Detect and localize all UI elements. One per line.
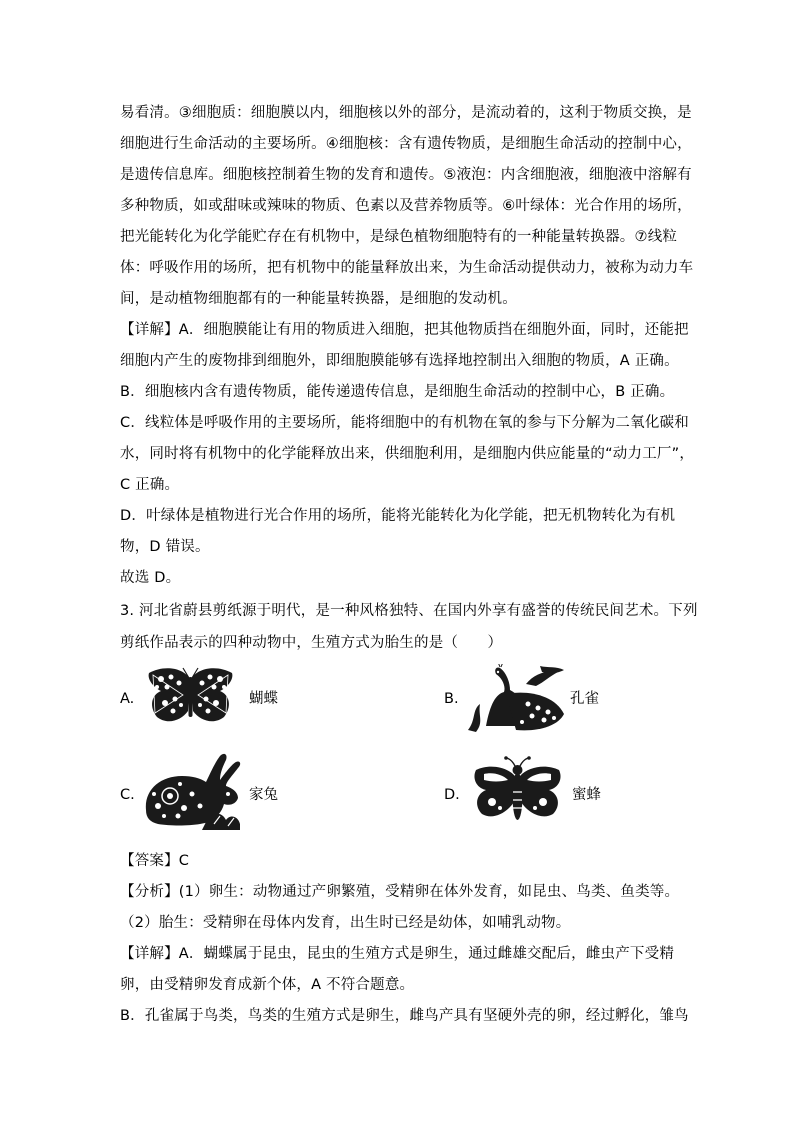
option-c-letter: C. xyxy=(120,787,135,803)
text-line: 故选 D。 xyxy=(120,570,181,586)
text-line: B．细胞核内含有遗传物质，能传递遗传信息，是细胞生命活动的控制中心，B 正确。 xyxy=(120,384,675,400)
butterfly-papercut-icon xyxy=(143,665,238,734)
text-line: 【详解】A．细胞膜能让有用的物质进入细胞，把其他物质挡在细胞外面，同时，还能把 xyxy=(120,322,689,338)
peacock-papercut-icon xyxy=(466,664,566,738)
analysis-line: 【分析】(1）卵生：动物通过产卵繁殖，受精卵在体外发育，如昆虫、鸟类、鱼类等。 xyxy=(120,884,680,900)
text-line: 多种物质，如或甜味或辣味的物质、色素以及营养物质等。⑥叶绿体：光合作用的场所， xyxy=(120,198,692,214)
bee-papercut-icon xyxy=(470,756,565,832)
text-line: 间，是动植物细胞都有的一种能量转换器，是细胞的发动机。 xyxy=(120,291,517,307)
question-line: 剪纸作品表示的四种动物中，生殖方式为胎生的是（ ） xyxy=(120,635,503,651)
text-line: 是遗传信息库。细胞核控制着生物的发育和遗传。⑤液泡：内含细胞液，细胞液中溶解有 xyxy=(120,167,692,183)
option-a-letter: A. xyxy=(120,691,135,707)
text-line: 细胞进行生命活动的主要场所。④细胞核：含有遗传物质，是细胞生命活动的控制中心， xyxy=(120,136,692,152)
text-line: D．叶绿体是植物进行光合作用的场所，能将光能转化为化学能，把无机物转化为有机 xyxy=(120,508,676,524)
answer-line: 【答案】C xyxy=(120,853,190,869)
explanation-line: 【详解】A．蝴蝶属于昆虫，昆虫的生殖方式是卵生，通过雌雄交配后，雌虫产下受精 xyxy=(120,946,675,962)
explanation-line: B．孔雀属于鸟类，鸟类的生殖方式是卵生，雌鸟产具有坚硬外壳的卵，经过孵化，雏鸟 xyxy=(120,1008,689,1024)
option-a-name: 蝴蝶 xyxy=(249,691,278,707)
option-b-letter: B. xyxy=(444,691,459,707)
explanation-line: 卵，由受精卵发育成新个体，A 不符合题意。 xyxy=(120,977,415,993)
text-line: 细胞内产生的废物排到细胞外，即细胞膜能够有选择地控制出入细胞的物质，A 正确。 xyxy=(120,353,679,369)
text-line: 易看清。③细胞质：细胞膜以内，细胞核以外的部分，是流动着的，这利于物质交换，是 xyxy=(120,105,692,121)
text-line: 水，同时将有机物中的化学能释放出来，供细胞利用，是细胞内供应能量的“动力工厂”， xyxy=(120,446,695,462)
analysis-line: （2）胎生：受精卵在母体内发育，出生时已经是幼体，如哺乳动物。 xyxy=(120,915,571,931)
question-line: 3. 河北省蔚县剪纸源于明代，是一种风格独特、在国内外享有盛誉的传统民间艺术。下列 xyxy=(120,603,698,619)
rabbit-papercut-icon xyxy=(140,750,245,834)
option-d-name: 蜜蜂 xyxy=(572,787,601,803)
option-c-name: 家兔 xyxy=(249,787,278,803)
text-line: 体：呼吸作用的场所，把有机物中的能量释放出来，为生命活动提供动力，被称为动力车 xyxy=(120,260,694,276)
text-line: 把光能转化为化学能贮存在有机物中，是绿色植物细胞特有的一种能量转换器。⑦线粒 xyxy=(120,229,678,245)
text-line: C．线粒体是呼吸作用的主要场所，能将细胞中的有机物在氧的参与下分解为二氧化碳和 xyxy=(120,415,689,431)
text-line: 物，D 错误。 xyxy=(120,539,210,555)
option-d-letter: D. xyxy=(444,787,460,803)
text-line: C 正确。 xyxy=(120,477,180,493)
option-b-name: 孔雀 xyxy=(570,691,599,707)
